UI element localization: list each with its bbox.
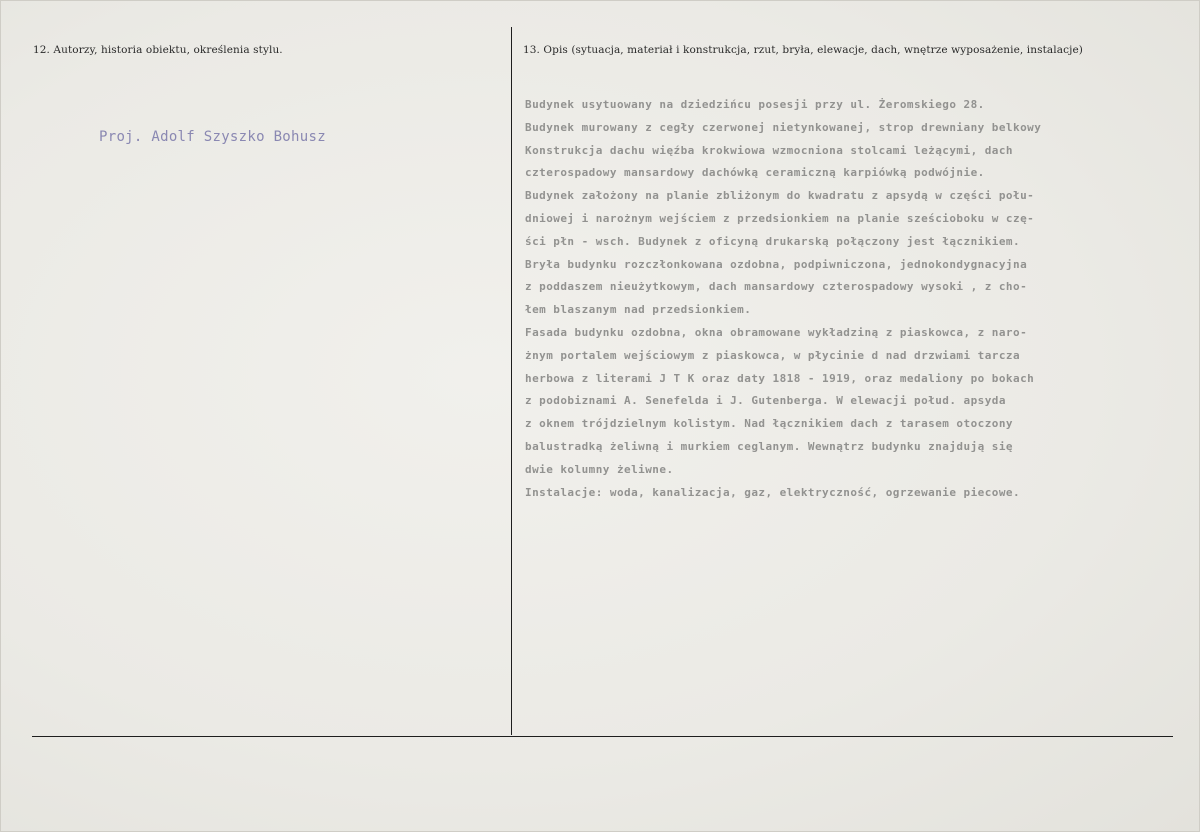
- description-line: ści płn - wsch. Budynek z oficyną drukarską połączony jest łącznikiem.: [525, 234, 1021, 248]
- description-line: łem blaszanym nad przedsionkiem.: [525, 303, 752, 317]
- description-text: [525, 94, 1165, 504]
- description-line: Konstrukcja dachu więźba krokwiowa wzmocniona stolcami leżącymi, dach: [525, 143, 1014, 157]
- description-line: Bryła budynku rozczłonkowana ozdobna, podpiwniczona, jednokondygnacyjna: [525, 257, 1028, 271]
- description-line: Budynek usytuowany na dziedzińcu posesji przy ul. Żeromskiego 28.: [525, 98, 985, 111]
- author-entry: Proj. Adolf Szyszko Bohusz: [99, 129, 326, 145]
- description-line: z podobiznami A. Senefelda i J. Gutenberga. W elewacji połud. apsyda: [525, 394, 1006, 408]
- description-line: dwie kolumny żeliwne.: [525, 462, 674, 476]
- description-line: herbowa z literami J T K oraz daty 1818 - 1919, oraz medaliony po bokach: [525, 371, 1035, 385]
- bottom-divider: [32, 736, 1173, 737]
- description-line: Budynek murowany z cegły czerwonej nietynkowanej, strop drewniany belkowy: [525, 120, 1042, 134]
- description-line: z poddaszem nieużytkowym, dach mansardowy czterospadowy wysoki , z cho-: [525, 280, 1028, 294]
- description-line: Fasada budynku ozdobna, okna obramowane wykładziną z piaskowca, z naro-: [525, 325, 1028, 339]
- description-line: żnym portalem wejściowym z piaskowca, w płycinie d nad drzwiami tarcza: [525, 348, 1021, 362]
- column-divider: [511, 27, 512, 735]
- description-line: Instalacje: woda, kanalizacja, gaz, elektryczność, ogrzewanie piecowe.: [525, 485, 1021, 499]
- field-label-authors: 12. Autorzy, historia obiektu, określenia stylu.: [33, 44, 283, 56]
- description-line: dniowej i narożnym wejściem z przedsionkiem na planie sześcioboku w czę-: [525, 211, 1035, 225]
- description-line: z oknem trójdzielnym kolistym. Nad łącznikiem dach z tarasem otoczony: [525, 417, 1014, 431]
- field-label-description: 13. Opis (sytuacja, materiał i konstrukcja, rzut, bryła, elewacje, dach, wnętrze wyposażenie, instalacje): [523, 44, 1083, 56]
- description-line: czterospadowy mansardowy dachówką ceramiczną karpiówką podwójnie.: [525, 166, 985, 180]
- description-line: Budynek założony na planie zbliżonym do kwadratu z apsydą w części połu-: [525, 189, 1035, 203]
- description-line: balustradką żeliwną i murkiem ceglanym. Wewnątrz budynku znajdują się: [525, 439, 1014, 453]
